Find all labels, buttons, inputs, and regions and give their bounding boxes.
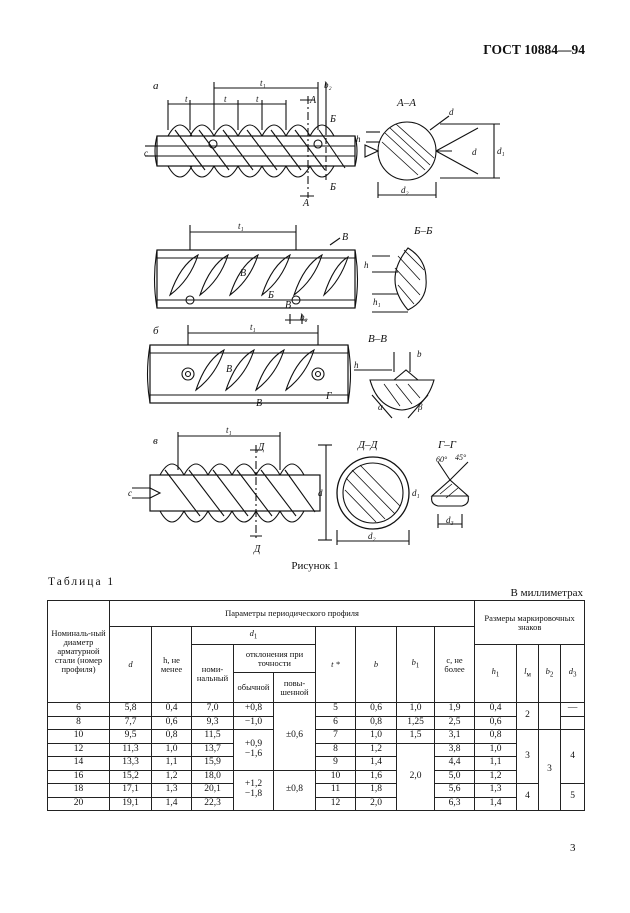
cell-h: 1,0 [152,743,192,757]
dim-b2-a: b₂ [324,80,332,90]
cut-G: Г [326,391,332,402]
cell-d1: 13,7 [192,743,234,757]
th-b1: $b_1$ [397,627,435,703]
dim-b-v: b [417,349,422,359]
cell-h1: 1,3 [475,784,517,798]
dim-b2-b: b₂ [300,312,308,322]
cell-h1: 0,8 [475,730,517,744]
page-number: 3 [570,842,576,854]
leader-d-a: d [449,107,454,117]
cell-dev-normal: +1,2 −1,8 [234,770,274,811]
dim-c-a: c [144,148,148,158]
cell-d3: 4 [561,730,585,784]
cell-dev-normal: +0,8 [234,703,274,717]
cell-d1: 9,3 [192,716,234,730]
th-lm: $l_м$ [517,645,539,703]
cell-b: 0,6 [356,703,397,717]
cell-b1: 2,0 [397,743,435,811]
figure-caption: Рисунок 1 [291,560,339,572]
table-row [48,743,585,757]
cell-h1: 1,4 [475,797,517,811]
dim-beta: β [418,402,423,412]
cell-n: 18 [48,784,110,798]
cell-dev-normal: +0,9 −1,6 [234,730,274,771]
cut-B-top: Б [330,114,336,125]
cell-b: 0,8 [356,716,397,730]
cell-h: 1,4 [152,797,192,811]
cut-V-2: В [285,300,292,311]
cell-h: 1,1 [152,757,192,771]
cell-h: 0,6 [152,716,192,730]
dim-deg45: 45° [455,453,467,462]
cell-n: 8 [48,716,110,730]
cell-b: 1,2 [356,743,397,757]
cell-b2: 3 [539,730,561,811]
cell-c: 6,3 [435,797,475,811]
cell-h: 0,4 [152,703,192,717]
dim-t1-d: t₁ [226,425,232,435]
cell-h1: 1,0 [475,743,517,757]
label-view-b: б [153,325,159,337]
cell-n: 16 [48,770,110,784]
dim-h-a: h [356,134,361,144]
cell-b2-blank [539,703,561,730]
cut-V-5: В [256,398,263,409]
dim-deg60: 60° [436,455,448,464]
th-b2: $b_2$ [539,645,561,703]
th-group-marks: Размеры маркировочных знаков [475,601,585,645]
cell-d3: — [561,703,585,717]
rebar-profile-figure [0,60,630,570]
cell-d1: 18,0 [192,770,234,784]
cell-h1: 0,6 [475,716,517,730]
section-vv-title: В–В [368,333,387,345]
cell-h: 1,2 [152,770,192,784]
dim-d2-d: d₂ [368,531,376,541]
cell-n: 10 [48,730,110,744]
cell-dev-normal: −1,0 [234,716,274,730]
cell-t: 10 [316,770,356,784]
cell-n: 20 [48,797,110,811]
cell-d: 11,3 [110,743,152,757]
cell-b1: 1,5 [397,730,435,744]
profile-parameters-table [47,600,585,811]
cut-V-4: В [226,364,233,375]
cell-d: 5,8 [110,703,152,717]
dim-d-a: d [472,147,477,157]
th-d1-nom: номи-нальный [192,645,234,703]
dim-d2-a: d₂ [401,185,409,195]
cell-t: 5 [316,703,356,717]
dim-t1-a: t₁ [260,78,266,88]
th-b: b [356,627,397,703]
cell-n: 14 [48,757,110,771]
cut-V-3: В [342,232,349,243]
dim-d-v: d [318,488,323,498]
cell-d1: 20,1 [192,784,234,798]
cell-d1: 11,5 [192,730,234,744]
table-row [48,757,585,771]
cell-d: 17,1 [110,784,152,798]
cell-d: 19,1 [110,797,152,811]
cell-c: 5,0 [435,770,475,784]
label-view-a: а [153,80,159,92]
label-view-v: в [153,435,158,447]
cell-lm: 4 [517,784,539,811]
table-row [48,797,585,811]
cell-lm: 2 [517,703,539,730]
cell-b1: 1,0 [397,703,435,717]
cell-lm: 3 [517,730,539,784]
cell-c: 2,5 [435,716,475,730]
cell-t: 12 [316,797,356,811]
cell-d1: 22,3 [192,797,234,811]
th-h1: $h_1$ [475,645,517,703]
cut-A-bot: А [303,198,310,209]
th-h: h, не менее [152,627,192,703]
cell-c: 1,9 [435,703,475,717]
cell-b: 1,0 [356,730,397,744]
cell-b: 1,4 [356,757,397,771]
th-group-params: Параметры периодического профиля [110,601,475,627]
cell-b: 2,0 [356,797,397,811]
cell-h1: 1,1 [475,757,517,771]
section-bb-title: Б–Б [414,225,433,237]
cell-n: 6 [48,703,110,717]
section-gg-title: Г–Г [438,439,457,451]
cell-b: 1,6 [356,770,397,784]
dim-d1-d: d₁ [412,488,420,498]
dim-h1-b: h₁ [373,297,381,307]
dim-d3: d₃ [446,515,454,525]
dim-t-2: t [224,94,227,104]
cell-t: 11 [316,784,356,798]
section-dd-title: Д–Д [358,439,378,451]
cell-d: 7,7 [110,716,152,730]
th-c: с, не более [435,627,475,703]
cell-h1: 1,2 [475,770,517,784]
th-t: t * [316,627,356,703]
dim-h-b: h [364,260,369,270]
cell-c: 5,6 [435,784,475,798]
cell-d3: 5 [561,784,585,811]
dim-t-3: t [256,94,259,104]
cell-b: 1,8 [356,784,397,798]
cell-t: 6 [316,716,356,730]
document-header: ГОСТ 10884—94 [483,42,585,57]
dim-t-1: t [185,94,188,104]
th-d1: $d_1$ [192,627,316,645]
cell-b1: 1,25 [397,716,435,730]
dim-alpha: α [378,402,383,412]
cell-c: 3,8 [435,743,475,757]
table-row [48,703,585,717]
table-row [48,716,585,730]
cell-d1: 15,9 [192,757,234,771]
cell-d: 9,5 [110,730,152,744]
dim-t1-c: t₁ [250,322,256,332]
cell-h1: 0,4 [475,703,517,717]
cell-d3-blank [561,716,585,730]
cell-d: 13,3 [110,757,152,771]
cut-B-bot: Б [330,182,336,193]
cut-B-view: Б [268,290,274,301]
cell-d: 15,2 [110,770,152,784]
cell-h: 1,3 [152,784,192,798]
section-aa-title: А–А [397,97,416,109]
table-row [48,784,585,798]
cell-h: 0,8 [152,730,192,744]
dim-t1-b: t₁ [238,221,244,231]
dim-d1-a: d₁ [497,146,505,156]
th-nominal: Номиналь-ный диаметр арматурной стали (номер профиля) [48,601,110,703]
table-row [48,770,585,784]
table-row [48,730,585,744]
table-units: В миллиметрах [510,587,583,599]
cell-t: 9 [316,757,356,771]
cell-dev-high: ±0,6 [274,703,316,771]
cell-d1: 7,0 [192,703,234,717]
cell-n: 12 [48,743,110,757]
cut-V-1: В [240,268,247,279]
cell-c: 4,4 [435,757,475,771]
cut-D-top: Д [258,442,265,453]
dim-h-v: h [354,360,359,370]
th-dev-high: повы-шенной [274,673,316,703]
cell-dev-high: ±0,8 [274,770,316,811]
cell-c: 3,1 [435,730,475,744]
cell-t: 7 [316,730,356,744]
dim-c-v: c [128,488,132,498]
th-d3: $d_3$ [561,645,585,703]
cut-D-bot: Д [254,544,261,555]
th-d1-dev: отклонения при точности [234,645,316,673]
cut-A-top: А [310,95,317,106]
cell-t: 8 [316,743,356,757]
th-d: d [110,627,152,703]
table-title: Таблица 1 [48,576,116,588]
th-dev-normal: обычной [234,673,274,703]
